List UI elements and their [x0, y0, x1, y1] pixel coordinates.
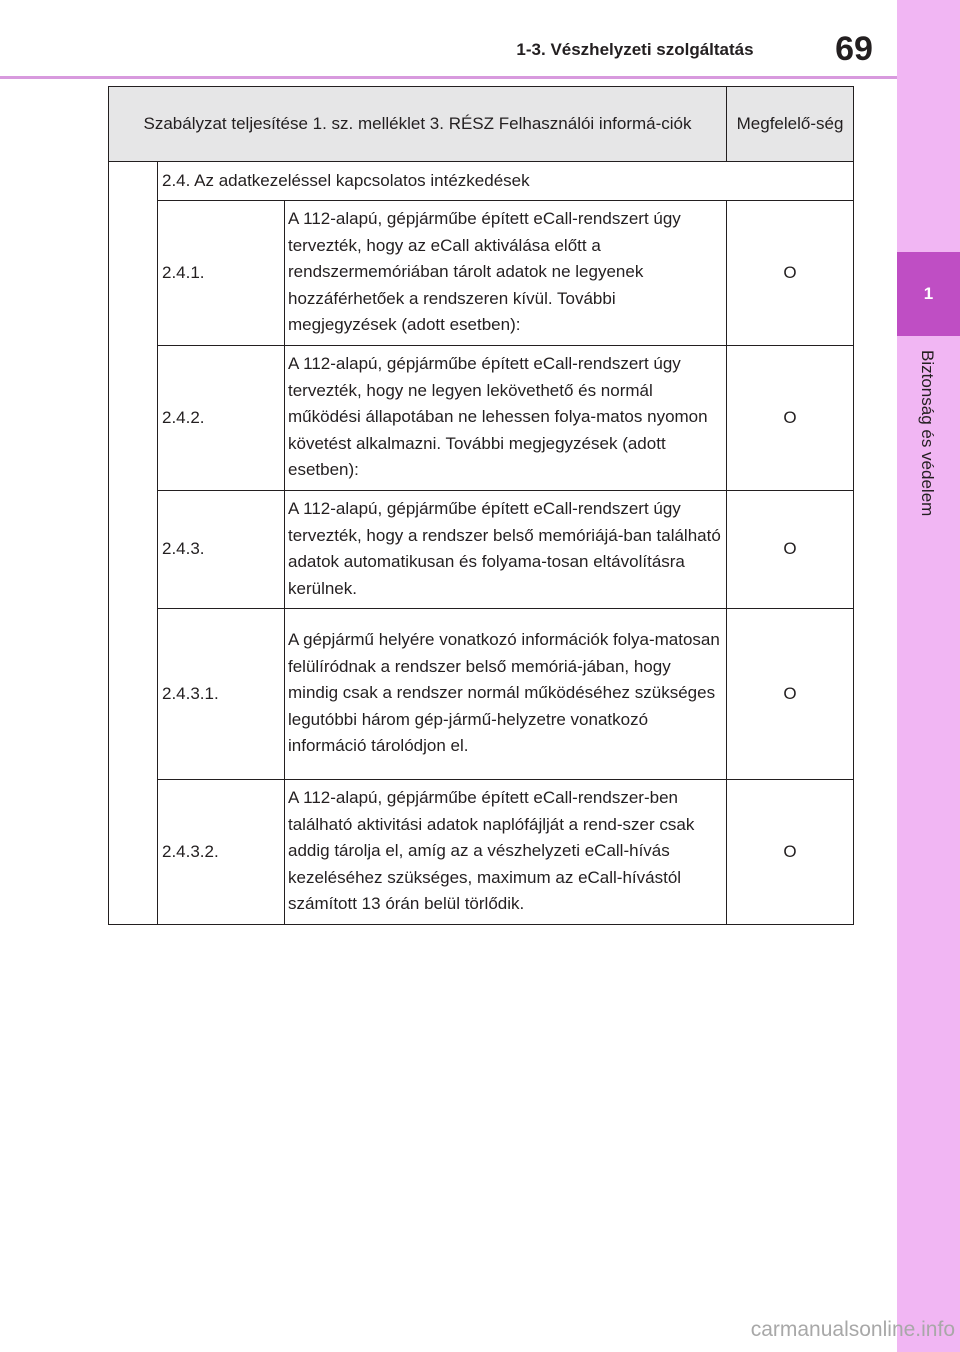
header-requirement: Szabályzat teljesítése 1. sz. melléklet 3. RÉSZ Felhasználói informá-ciók [109, 87, 727, 162]
table-row [109, 609, 854, 780]
row-description: A 112-alapú, gépjárműbe épített eCall-rendszert úgy tervezték, hogy a rendszer belső memóriájá-ban található adatok automatikusan és folyama-tosan eltávolításra kerülnek. [285, 491, 727, 609]
row-compliance: O [727, 491, 854, 609]
row-description: A 112-alapú, gépjárműbe épített eCall-rendszer-ben található aktivitási adatok naplófájlját a rend-szer csak addig tárolja el, amíg az a vészhelyzeti eCall-hívás kezeléséhez szükséges, maximum az eCall-hívástól számított 13 órán belül törlődik. [285, 780, 727, 925]
row-description: A 112-alapú, gépjárműbe épített eCall-rendszert úgy tervezték, hogy az eCall aktiválása előtt a rendszermemóriában tárolt adatok ne legyenek hozzáférhetőek a rendszeren kívül. További megjegyzések (adott esetben): [285, 201, 727, 346]
table-row [109, 491, 854, 609]
row-compliance: O [727, 201, 854, 346]
side-strip [897, 0, 960, 1352]
chapter-number: 1 [923, 284, 934, 303]
compliance-table [108, 86, 854, 925]
row-number: 2.4.2. [158, 346, 285, 491]
section-title: 1-3. Vészhelyzeti szolgáltatás [516, 40, 754, 59]
row-number: 2.4.1. [158, 201, 285, 346]
blank-column [109, 162, 158, 925]
table-row [109, 162, 854, 201]
page-number: 69 [835, 30, 873, 68]
table-row [109, 780, 854, 925]
header-divider [0, 76, 897, 79]
row-number: 2.4.3. [158, 491, 285, 609]
chapter-tab[interactable] [897, 252, 960, 336]
row-compliance: O [727, 609, 854, 780]
table-row [109, 201, 854, 346]
chapter-title: Biztonság és védelem [918, 350, 937, 517]
watermark: carmanualsonline.info [750, 1318, 955, 1341]
table-subheading: 2.4. Az adatkezeléssel kapcsolatos intézkedések [158, 162, 854, 201]
row-compliance: O [727, 780, 854, 925]
header-compliance: Megfelelő-ség [727, 87, 854, 162]
table-row [109, 346, 854, 491]
row-description: A gépjármű helyére vonatkozó információk folya-matosan felülíródnak a rendszer belső memóriá-jában, hogy mindig csak a rendszer normál működéséhez szükséges legutóbbi három gép-jármű-helyzetre vonatkozó információ tárolódjon el. [285, 609, 727, 780]
row-description: A 112-alapú, gépjárműbe épített eCall-rendszert úgy tervezték, hogy ne legyen lekövethető és normál működési állapotában ne lehessen folya-matos nyomon követést alkalmazni. További megjegyzések (adott esetben): [285, 346, 727, 491]
row-compliance: O [727, 346, 854, 491]
table-header-row [109, 87, 854, 162]
row-number: 2.4.3.1. [158, 609, 285, 780]
row-number: 2.4.3.2. [158, 780, 285, 925]
